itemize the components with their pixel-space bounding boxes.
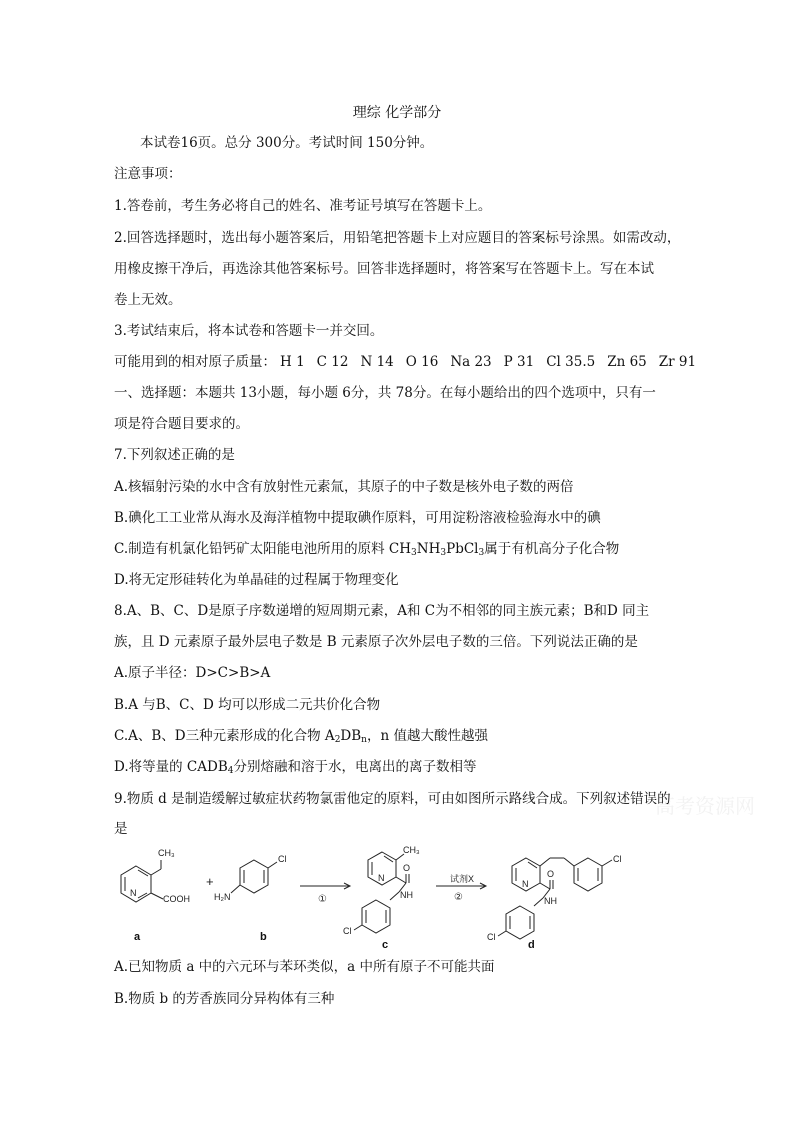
atom-label: Cl: [278, 854, 287, 864]
atom-label: Cl: [487, 932, 496, 942]
q7-option-c: C.制造有机氯化铅钙矿太阳能电池所用的原料 $CH_3NH_3PbCl_3$属于有机高分子化合物: [114, 541, 620, 558]
compound-label-d: d: [528, 939, 535, 951]
atom-label: N: [378, 873, 385, 883]
atomic-mass-item: Cl 35.5: [546, 354, 596, 370]
plus-sign: +: [206, 874, 214, 889]
section-heading: 一、选择题：本题共 13小题，每小题 6分，共 78分。在每小题给出的四个选项中，只有一: [114, 385, 656, 401]
atom-label: CH₃: [158, 848, 175, 858]
step-label-2: ②: [454, 892, 463, 903]
q7-option-a: A.核辐射污染的水中含有放射性元素氚，其原子的中子数是核外电子数的两倍: [114, 479, 574, 495]
atom-label: NH: [400, 890, 413, 900]
atomic-mass-label: 可能用到的相对原子质量：: [114, 354, 276, 370]
notice-heading: 注意事项：: [114, 166, 182, 182]
notice-item: 用橡皮擦干净后，再选涂其他答案标号。回答非选择题时，将答案写在答题卡上。写在本试: [114, 261, 654, 277]
atom-label: CH₃: [403, 845, 420, 855]
atomic-mass-item: Zn 65: [607, 354, 647, 370]
q8-option-a: A.原子半径：D>C>B>A: [114, 665, 271, 681]
q7-option-d: D.将无定形硅转化为单晶硅的过程属于物理变化: [114, 572, 399, 588]
atomic-mass-item: C 12: [316, 354, 349, 370]
atomic-mass-item: O 16: [405, 354, 439, 370]
q8-stem-cont: 族，且 D 元素原子最外层电子数是 B 元素原子次外层电子数的三倍。下列说法正确的是: [114, 634, 638, 650]
q7-option-b: B.碘化工工业常从海水及海洋植物中提取碘作原料，可用淀粉溶液检验海水中的碘: [114, 510, 601, 526]
q8-stem: 8.A、B、C、D是原子序数递增的短周期元素，A和 C为不相邻的同主族元素；B和D 同主: [114, 603, 650, 619]
atomic-mass-line: [114, 353, 697, 371]
atomic-mass-item: Zr 91: [658, 354, 697, 370]
compound-label-c: c: [382, 939, 389, 951]
section-heading-cont: 项是符合题目要求的。: [114, 416, 249, 432]
reagent-label: 试剂X: [450, 874, 475, 884]
atom-label: Cl: [613, 854, 622, 864]
atomic-mass-item: H 1: [280, 354, 305, 370]
atomic-mass-item: P 31: [503, 354, 535, 370]
notice-item: 2.回答选择题时，选出每小题答案后，用铅笔把答题卡上对应题目的答案标号涂黑。如需改动，: [114, 230, 681, 246]
synthesis-scheme: [114, 838, 684, 950]
molecule-a: [121, 860, 163, 902]
notice-item: 卷上无效。: [114, 292, 182, 308]
step-label-1: ①: [318, 894, 327, 905]
atom-label: N: [130, 888, 137, 898]
q9-option-b: B.物质 b 的芳香族同分异构体有三种: [114, 991, 335, 1007]
q9-stem: 9.物质 d 是制造缓解过敏症状药物氯雷他定的原料，可由如图所示路线合成。下列叙述错误的: [114, 791, 671, 807]
compound-label-b: b: [260, 931, 267, 943]
intro-text: 本试卷16页。总分 300分。考试时间 150分钟。: [140, 135, 434, 151]
notice-item: 3.考试结束后，将本试卷和答题卡一并交回。: [114, 323, 384, 339]
watermark: 高考资源网: [655, 794, 755, 818]
atom-label: Cl: [343, 926, 352, 936]
q9-stem-cont: 是: [114, 821, 128, 837]
atom-label: COOH: [163, 894, 190, 904]
atom-label: O: [403, 863, 411, 873]
atom-label: N: [522, 879, 529, 889]
q8-option-b: B.A 与B、C、D 均可以形成二元共价化合物: [114, 697, 381, 713]
molecule-b: [231, 860, 277, 893]
q8-option-d: D.将等量的 $CADB_4$分别熔融和溶于水，电离出的离子数相等: [114, 759, 477, 776]
q8-option-c: C.A、B、D三种元素形成的化合物 $A_2DB_n$，n 值越大酸性越强: [114, 728, 488, 745]
atom-label: H₂N: [214, 892, 231, 902]
q9-option-a: A.已知物质 a 中的六元环与苯环类似，a 中所有原子不可能共面: [114, 959, 495, 975]
notice-item: 1.答卷前，考生务必将自己的姓名、准考证号填写在答题卡上。: [114, 198, 492, 214]
compound-label-a: a: [134, 931, 141, 943]
atom-label: NH: [544, 896, 557, 906]
atomic-mass-item: N 14: [360, 354, 394, 370]
atomic-mass-item: Na 23: [450, 354, 492, 370]
q7-stem: 7.下列叙述正确的是: [114, 447, 235, 463]
atom-label: O: [547, 869, 555, 879]
page-title: 理综 化学部分: [352, 105, 442, 121]
